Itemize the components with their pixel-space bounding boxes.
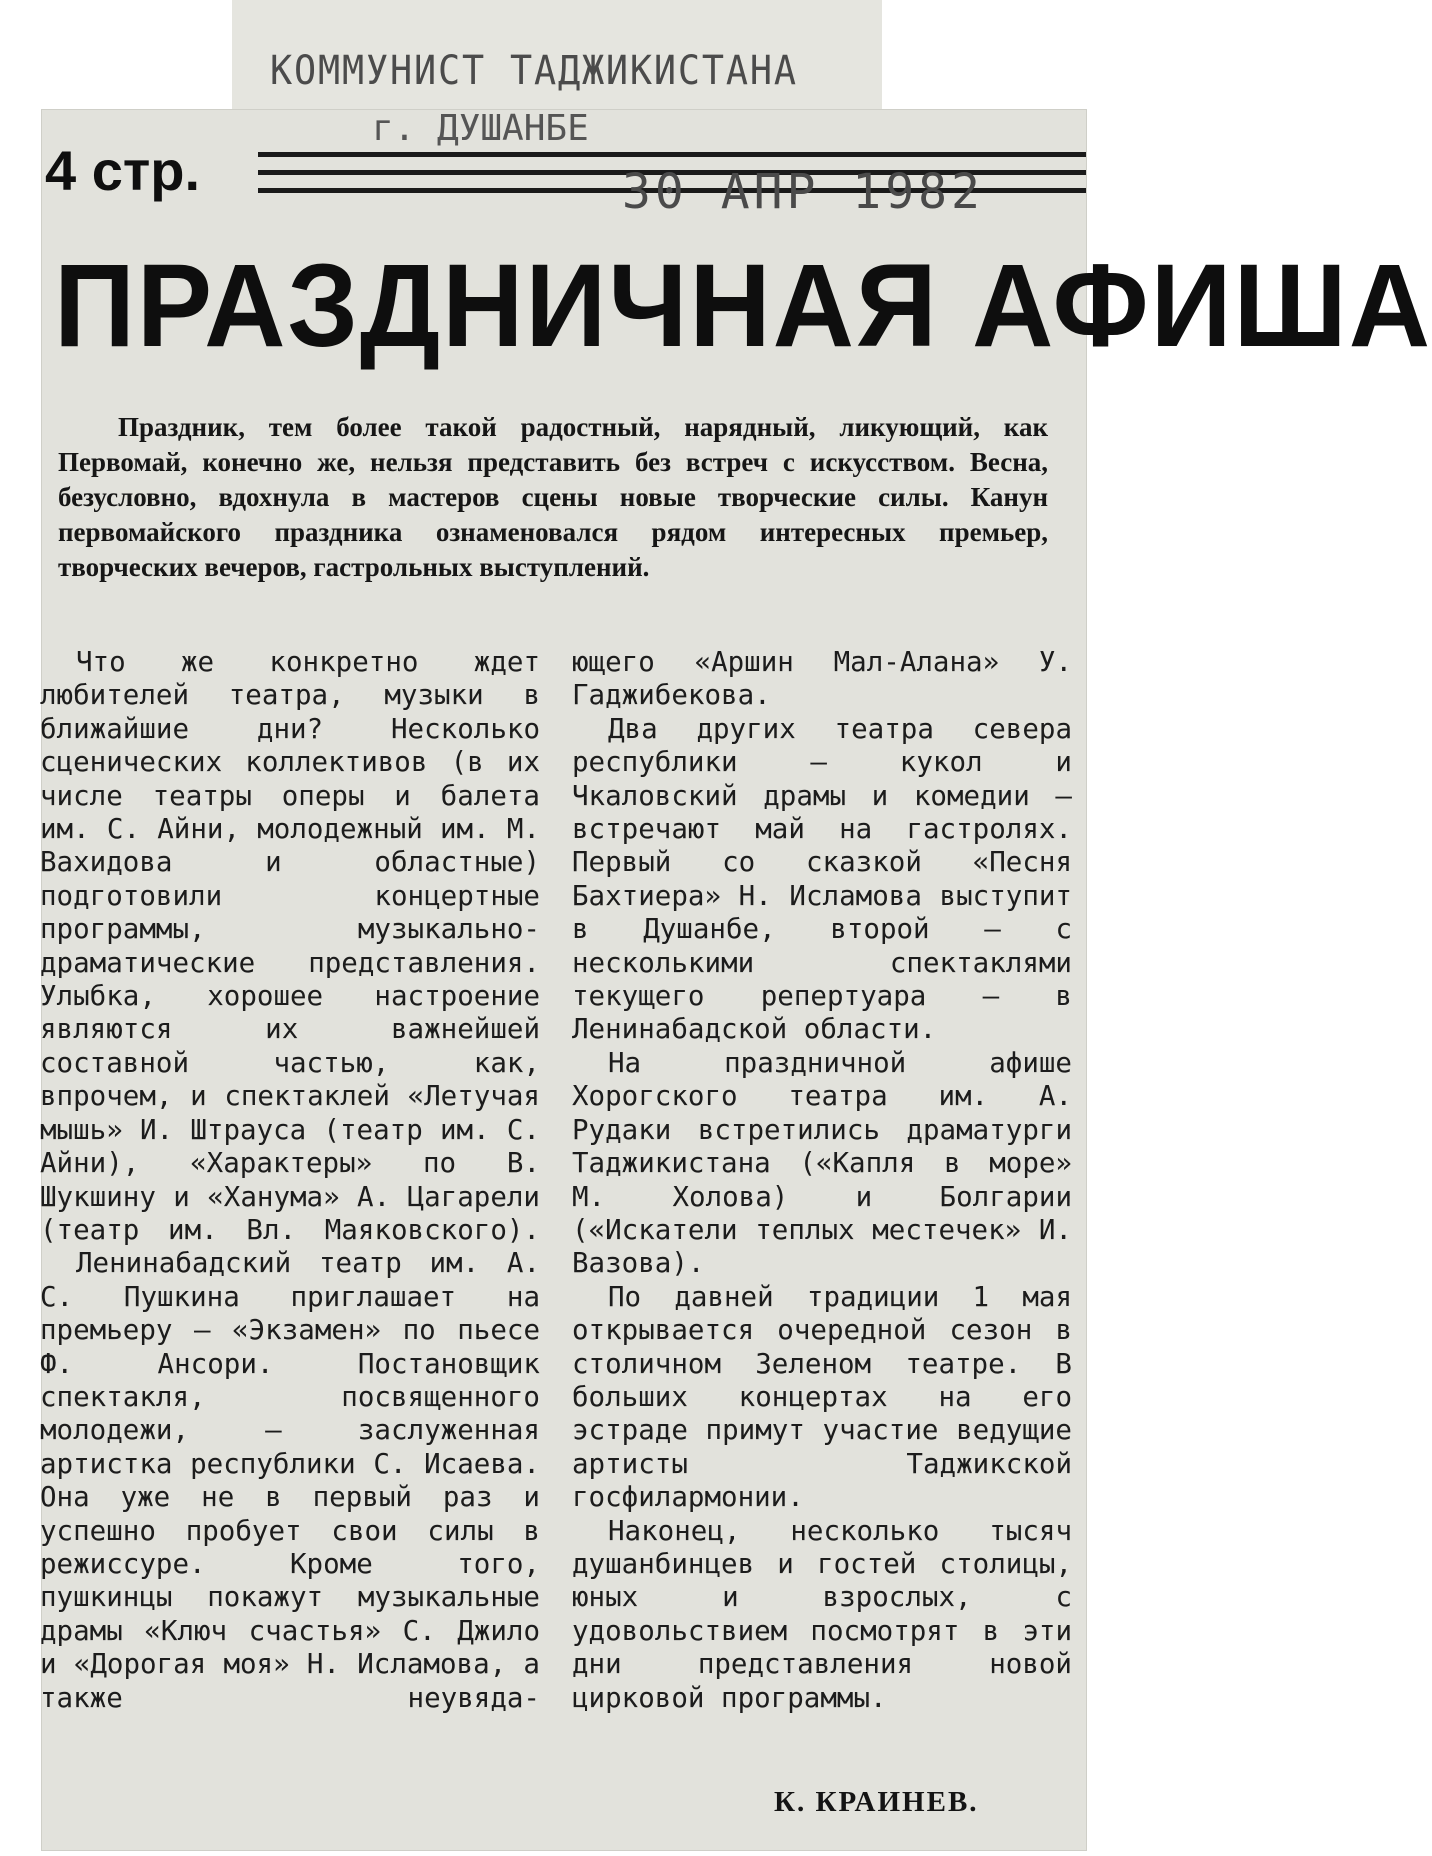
date-stamp: 30 АПР 1982 <box>622 164 984 220</box>
paragraph: Что же конкретно ждет любителей театра, музыки в ближайшие дни? Несколько сценических коллективов (в их числе театры оперы и балета им. С. Айни, молодежный им. М. Вахидова и областные) подготовили концертные программы, музыкально-драматические представления. Улыбка, хорошее настроение являются их важнейшей составной частью, как, впрочем, и спектаклей «Летучая мышь» И. Штрауса (театр им. С. Айни), «Характеры» по В. Шукшину и «Ханума» А. Цагарели (театр им. Вл. Маяковского). <box>40 646 540 1246</box>
left-column <box>40 646 540 1715</box>
author-signature: К. КРАИНЕВ. <box>774 1786 979 1818</box>
paragraph: На праздничной афише Хорогского театра им. А. Рудаки встретились драматурги Таджикистана («Капля в море» М. Холова) и Болгарии («Искатели теплых местечек» И. Вазова). <box>572 1046 1072 1280</box>
article-lead: Праздник, тем более такой радостный, нарядный, ликующий, как Первомай, конечно же, нельзя представить без встреч с искусством. Весна, безусловно, вдохнула в мастеров сцены новые творческие силы. Канун первомайского праздника ознаменовался рядом интересных премьер, творческих вечеров, гастрольных выступлений. <box>58 412 1048 582</box>
page-number: 4 стр. <box>45 139 201 202</box>
header-rule <box>258 152 1086 157</box>
paragraph: Наконец, несколько тысяч душанбинцев и гостей столицы, юных и взрослых, с удовольствием посмотрят в эти дни представления новой цирковой программы. <box>572 1514 1072 1714</box>
newspaper-name-stamp: КОММУНИСТ ТАДЖИКИСТАНА <box>270 48 798 94</box>
article-headline: ПРАЗДНИЧНАЯ АФИША <box>54 240 1432 372</box>
right-column <box>572 646 1072 1715</box>
paragraph-continuation: ющего «Аршин Мал-Алана» У. Гаджибекова. <box>572 646 1072 712</box>
city-stamp: г. ДУШАНБЕ <box>372 108 589 149</box>
paragraph: Два других театра севера республики — кукол и Чкаловский драмы и комедии — встречают май на гастролях. Первый со сказкой «Песня Бахтиера» Н. Исламова выступит в Душанбе, второй — с несколькими спектаклями текущего репертуара — в Ленинабадской области. <box>572 712 1072 1046</box>
paragraph: По давней традиции 1 мая открывается очередной сезон в столичном Зеленом театре. В больших концертах на его эстраде примут участие ведущие артисты Таджикской госфилармонии. <box>572 1280 1072 1514</box>
paragraph: Ленинабадский театр им. А. С. Пушкина приглашает на премьеру — «Экзамен» по пьесе Ф. Ансори. Постановщик спектакля, посвященного молодежи, — заслуженная артистка республики С. Исаева. Она уже не в первый раз и успешно пробует свои силы в режиссуре. Кроме того, пушкинцы покажут музыкальные драмы «Ключ счастья» С. Джило и «Дорогая моя» Н. Исламова, а также неувяда- <box>40 1247 540 1714</box>
